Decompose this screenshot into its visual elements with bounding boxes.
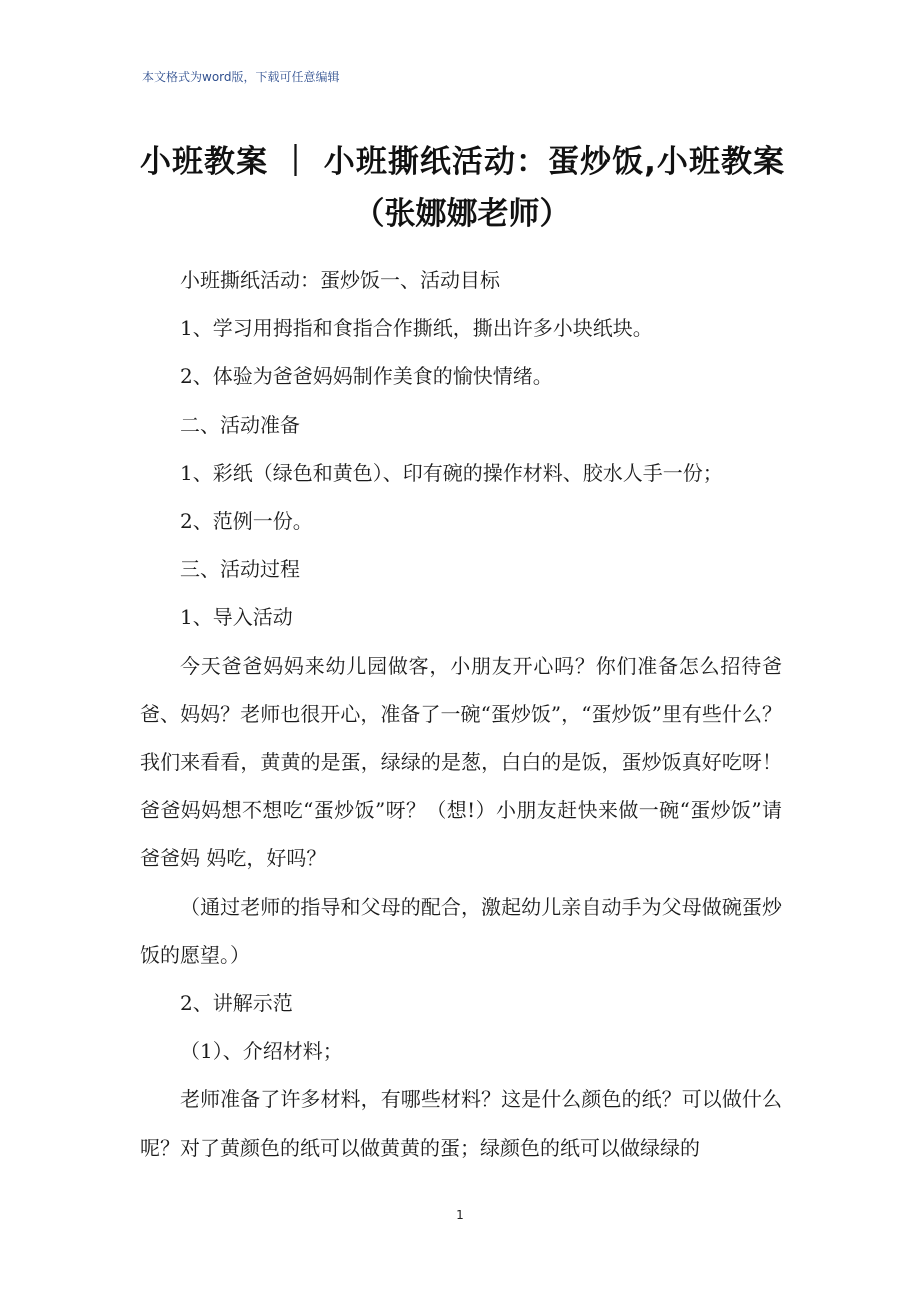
paragraph-intro-note: （通过老师的指导和父母的配合，激起幼儿亲自动手为父母做碗蛋炒饭的愿望。）: [140, 894, 782, 967]
paragraph-process-heading: 三、活动过程: [180, 557, 300, 582]
paragraph-intro-dialogue: 今天爸爸妈妈来幼儿园做客，小朋友开心吗？你们准备怎么招待爸爸、妈妈？老师也很开心，准备了一碗“蛋炒饭”，“蛋炒饭”里有些什么？我们来看看，黄黄的是蛋，绿绿的是葱，白白的是饭，蛋炒饭真好吃呀！爸爸妈妈想不想吃“蛋炒饭”呀？（想!）小朋友赶快来做一碗“蛋炒饭”请爸爸妈 妈吃，好吗？: [140, 653, 782, 871]
document-body: [140, 256, 782, 1172]
page-number: 1: [456, 1208, 464, 1222]
paragraph-preparation-2: 2、范例一份。: [180, 509, 313, 534]
paragraph-goal-1: 1、学习用拇指和食指合作撕纸，撕出许多小块纸块。: [180, 316, 653, 341]
paragraph-preparation-heading: 二、活动准备: [180, 412, 300, 437]
paragraph-activity-goals-heading: 小班撕纸活动：蛋炒饭一、活动目标: [180, 268, 500, 292]
paragraph-materials-description: 老师准备了许多材料，有哪些材料？这是什么颜色的纸？可以做什么呢？对了黄颜色的纸可以做黄黄的蛋；绿颜色的纸可以做绿绿的: [140, 1087, 782, 1160]
paragraph-goal-2: 2、体验为爸爸妈妈制作美食的愉快情绪。: [180, 364, 553, 389]
paragraph-process-step-2: 2、讲解示范: [180, 991, 293, 1016]
document-title: 小班教案 ｜ 小班撕纸活动：蛋炒饭,小班教案（张娜娜老师）: [140, 144, 784, 232]
paragraph-preparation-1: 1、彩纸（绿色和黄色）、印有碗的操作材料、胶水人手一份；: [180, 460, 723, 485]
header-note: 本文格式为word版，下载可任意编辑: [142, 70, 340, 84]
paragraph-materials-heading: （1）、介绍材料；: [180, 1039, 343, 1064]
paragraph-process-step-1: 1、导入活动: [180, 605, 293, 630]
